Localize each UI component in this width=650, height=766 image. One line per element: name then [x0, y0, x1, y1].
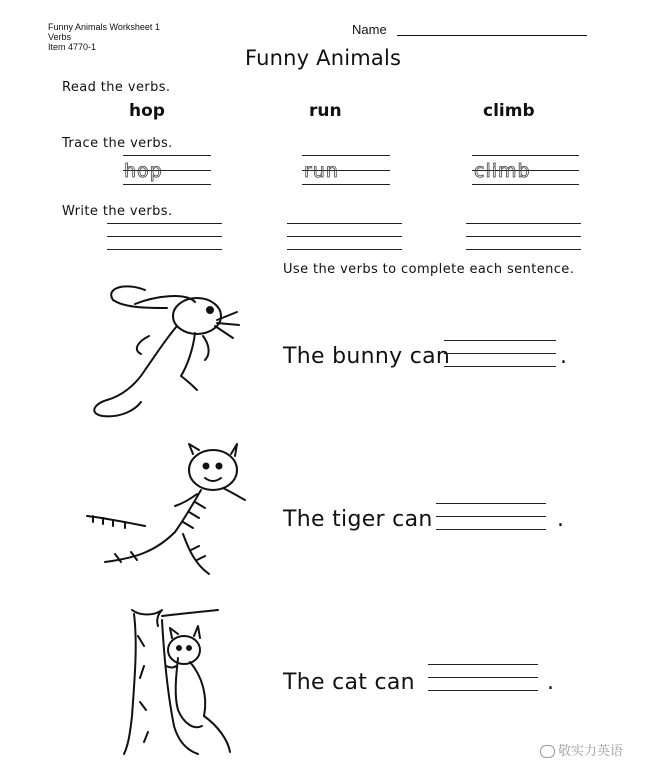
name-field-line[interactable]: [397, 35, 587, 36]
sentence-bunny-text: The bunny can: [283, 344, 451, 369]
trace-word-run[interactable]: run: [304, 160, 339, 182]
sentence-bunny-period: .: [560, 344, 567, 369]
sentence-tiger-period: .: [557, 507, 564, 532]
write-instruction: Write the verbs.: [62, 204, 173, 219]
sentence-tiger-text: The tiger can: [283, 507, 433, 532]
trace-instruction: Trace the verbs.: [62, 136, 173, 151]
page-title: Funny Animals: [245, 46, 402, 70]
sentence-cat-text: The cat can: [283, 670, 415, 695]
sentence-cat-period: .: [547, 670, 554, 695]
cat-illustration: [118, 606, 248, 756]
tiger-illustration: [85, 442, 255, 592]
watermark-logo-icon: [540, 745, 555, 758]
verb-hop: hop: [129, 101, 165, 121]
watermark: [540, 740, 623, 759]
trace-word-climb[interactable]: climb: [474, 160, 531, 182]
name-label: Name: [352, 22, 387, 37]
worksheet-item-meta: Item 4770-1: [48, 42, 97, 52]
watermark-text: 敬实力英语: [558, 744, 624, 759]
worksheet-meta: [48, 22, 160, 52]
bunny-illustration: [85, 278, 255, 428]
verb-climb: climb: [483, 101, 535, 121]
worksheet-title-meta: Funny Animals Worksheet 1: [48, 22, 160, 32]
worksheet-topic-meta: Verbs: [48, 32, 72, 42]
verb-run: run: [309, 101, 342, 121]
trace-word-hop[interactable]: hop: [124, 160, 163, 182]
read-instruction: Read the verbs.: [62, 80, 171, 95]
complete-instruction: Use the verbs to complete each sentence.: [283, 262, 575, 277]
